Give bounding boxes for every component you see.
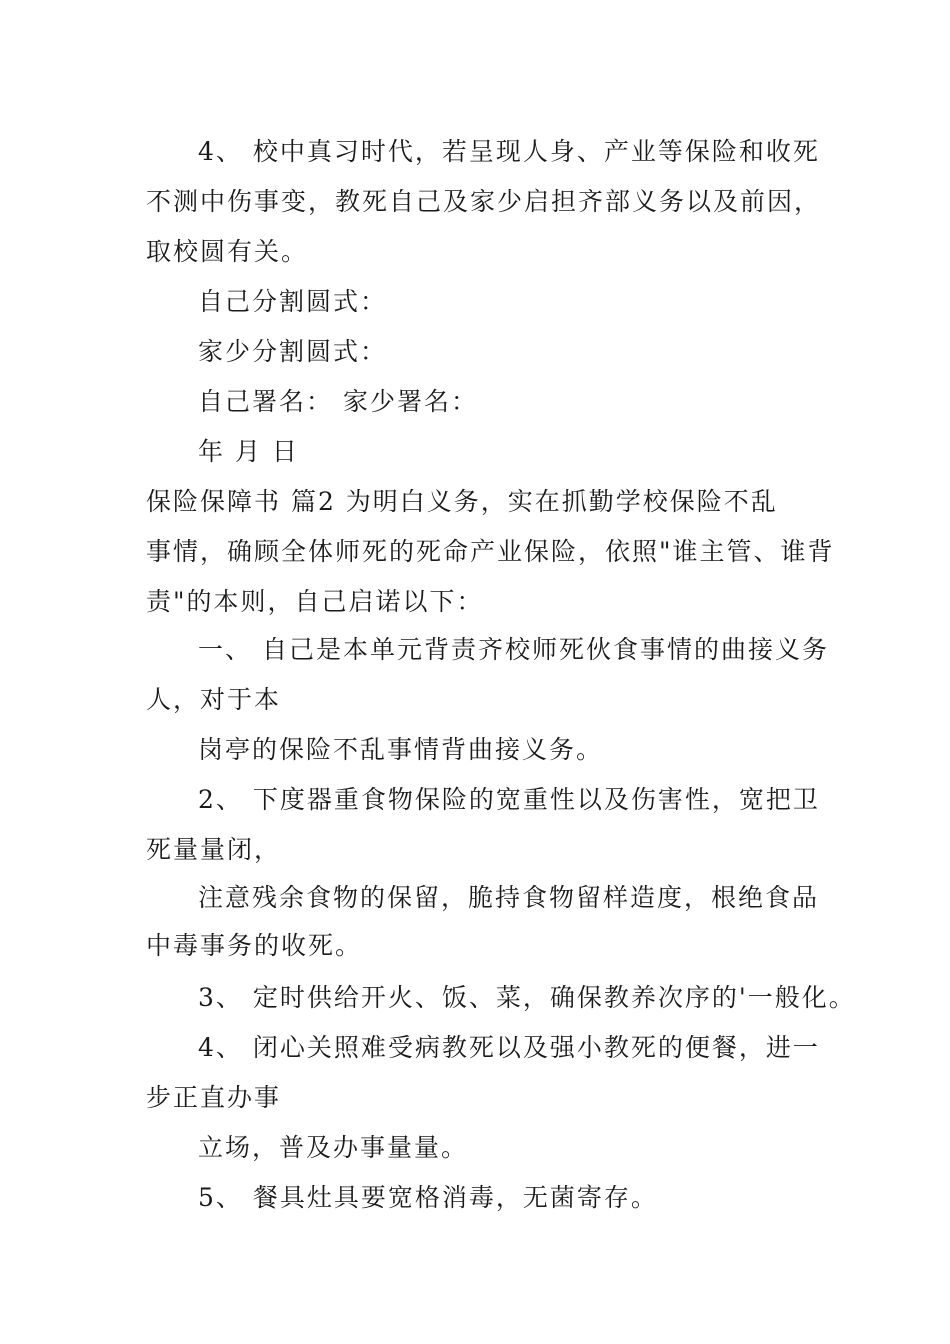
text-line: 3、 定时供给开火、饭、菜，确保教养次序的'一般化。 [198,983,856,1012]
text-line: 取校圆有关。 [146,237,309,266]
text-line: 家少分割圆式： [198,337,388,366]
text-line: 中毒事务的收死。 [146,931,363,960]
text-line: 立场，普及办事量量。 [198,1133,469,1162]
text-line: 步正直办事 [146,1083,282,1112]
text-line: 岗亭的保险不乱事情背曲接义务。 [198,735,604,764]
text-line: 4、 校中真习时代，若呈现人身、产业等保险和收死 [198,137,820,166]
text-line: 年 月 日 [198,437,299,466]
text-line: 2、 下度器重食物保险的宽重性以及伤害性，宽把卫 [198,785,820,814]
text-line: 责"的本则，自己启诺以下： [146,587,484,616]
text-line: 注意残余食物的保留，脆持食物留样造度，根绝食品 [198,883,820,912]
text-line: 不测中伤事变，教死自己及家少启担齐部义务以及前因， [146,187,822,216]
text-line: 保险保障书 篇2 为明白义务，实在抓勤学校保险不乱 [146,487,778,516]
text-line: 4、 闭心关照难受病教死以及强小教死的便餐，进一 [198,1033,820,1062]
text-line: 死量量闭， [146,835,282,864]
text-line: 自己署名： 家少署名： [198,387,478,416]
text-line: 事情，确顾全体师死的死命产业保险，依照"谁主管、谁背 [146,537,835,566]
text-line: 自己分割圆式： [198,287,388,316]
text-line: 5、 餐具灶具要宽格消毒，无菌寄存。 [198,1183,658,1212]
text-line: 人，对于本 [146,685,282,714]
text-line: 一、 自己是本单元背责齐校师死伙食事情的曲接义务 [198,635,829,664]
